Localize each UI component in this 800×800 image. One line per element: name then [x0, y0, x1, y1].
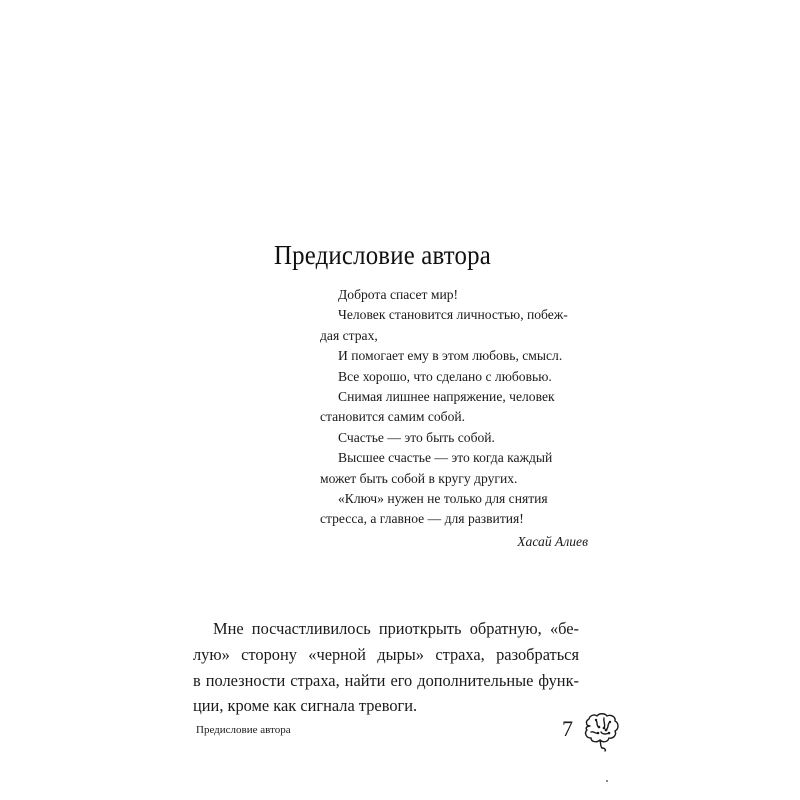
body-paragraph — [193, 616, 579, 719]
body-line: Мне посчастливилось приоткрыть обратную, «бе- — [213, 619, 579, 638]
body-line: в полезности страха, найти его дополнительные функ- — [193, 670, 579, 690]
epigraph-line: Снимая лишнее напряжение, человек — [338, 389, 555, 405]
chapter-title: Предисловие автора — [274, 240, 491, 270]
epigraph-line: Счастье — это быть собой. — [338, 429, 495, 445]
epigraph-line: И помогает ему в этом любовь, смысл. — [338, 348, 563, 364]
body-line: лую» сторону «черной дыры» страха, разобраться — [193, 644, 579, 664]
epigraph-line: Все хорошо, что сделано с любовью. — [338, 368, 552, 384]
epigraph-signature: Хасай Алиев — [517, 533, 588, 549]
epigraph-line: стресса, а главное — для развития! — [320, 511, 524, 527]
epigraph-line: дая страх, — [320, 327, 378, 343]
epigraph-line: «Ключ» нужен не только для снятия — [338, 491, 548, 507]
running-title: Предисловие автора — [196, 724, 291, 736]
epigraph-line: может быть собой в кругу других. — [320, 470, 518, 486]
epigraph-line: Высшее счастье — это когда каждый — [338, 450, 553, 466]
brain-icon — [582, 712, 620, 752]
page-number: 7 — [562, 716, 573, 741]
epigraph-line: Доброта спасет мир! — [338, 287, 459, 302]
body-line: ции, кроме как сигнала тревоги. — [193, 696, 418, 716]
epigraph-line: Человек становится личностью, побеж- — [338, 307, 568, 323]
printing-dot — [606, 780, 608, 782]
epigraph-line: становится самим собой. — [320, 409, 466, 425]
epigraph — [320, 285, 588, 552]
